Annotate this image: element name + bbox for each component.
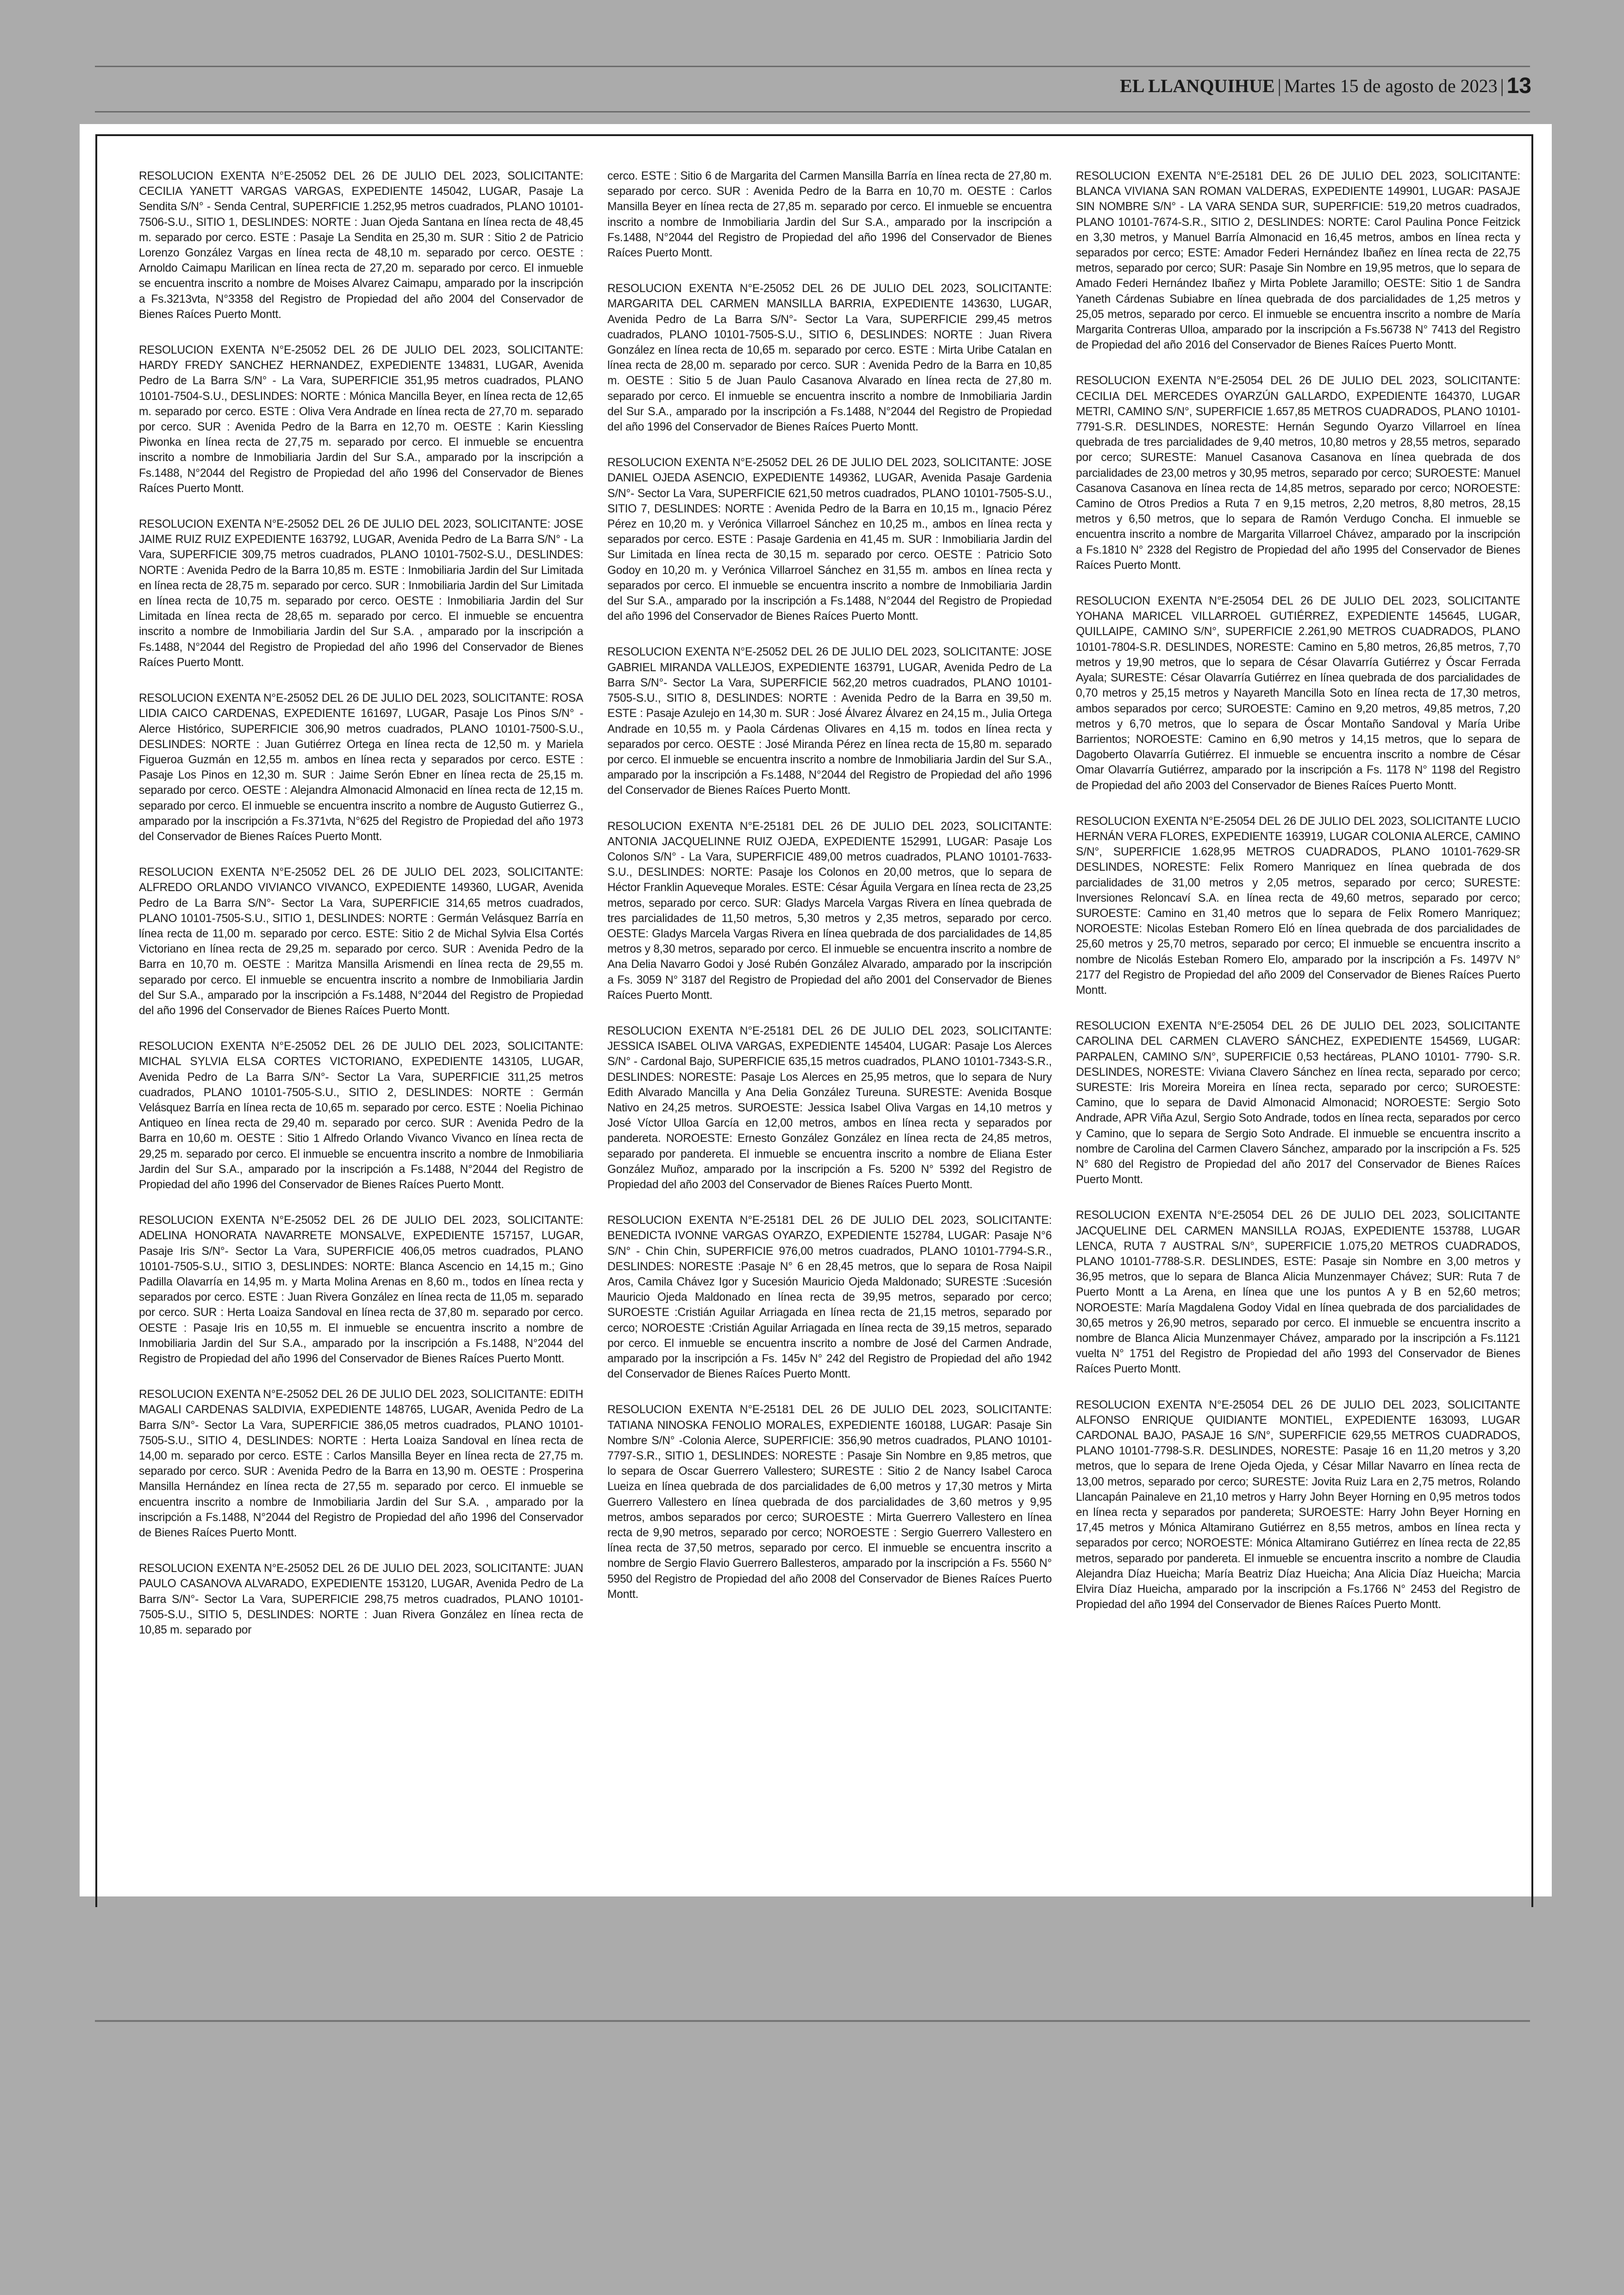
header-date: Martes 15 de agosto de 2023 bbox=[1284, 75, 1498, 96]
legal-notice: RESOLUCION EXENTA N°E-25052 DEL 26 DE JULIO DEL 2023, SOLICITANTE: CECILIA YANETT VARGAS VARGAS, EXPEDIENTE 145042, LUGAR, Pasaje La Sendita S/N° - Senda Central, SUPERFICIE 1.252,95 metros cuadrados, PLANO 10101-7506-S.U., SITIO 1, DESLINDES: NORTE : Juan Ojeda Santana en línea recta de 48,45 m. separado por cerco. ESTE : Pasaje La Sendita en 25,30 m. SUR : Sitio 2 de Patricio Lorenzo González Vargas en línea recta de 48,10 m. separado por cerco. OESTE : Arnoldo Caimapu Marilican en línea recta de 27,20 m. separado por cerco. El inmueble se encuentra inscrito a nombre de Moises Alvarez Caimapu, amparado por la inscripción a Fs.3213vta, N°3358 del Registro de Propiedad del año 2004 del Conservador de Bienes Raíces Puerto Montt. bbox=[139, 170, 583, 321]
legal-notice: RESOLUCION EXENTA N°E-25054 DEL 26 DE JULIO DEL 2023, SOLICITANTE YOHANA MARICEL VILLARROEL GUTIÉRREZ, EXPEDIENTE 145645, LUGAR, QUILLAIPE, CAMINO S/N°, SUPERFICIE 2.261,90 METROS CUADRADOS, PLANO 10101-7804-S.R. DESLINDES, NORESTE: Camino en 5,80 metros, 26,85 metros, 7,70 metros y 19,90 metros, que lo separa de César Olavarría Gutiérrez y Óscar Ferrada Ayala; SURESTE: César Olavarría Gutiérrez en línea quebrada de dos parcialidades de 0,70 metros y 25,15 metros y Nayareth Mancilla Soto en línea recta de 17,30 metros, ambos separados por cerco; SUROESTE: Camino en 9,20 metros, 49,85 metros, 7,20 metros y 6,70 metros, que lo separa de Óscar Montaño Sandoval y María Uribe Barrientos; NOROESTE: Camino en 6,90 metros y 14,15 metros, que lo separa de Dagoberto Olavarría Gutiérrez. El inmueble se encuentra inscrito a nombre de César Omar Olavarría Gutiérrez, amparado por la inscripción a Fs. 1178 N° 1198 del Registro de Propiedad del año 2003 del Conservador de Bienes Raíces Puerto Montt. bbox=[1076, 595, 1520, 792]
legal-notice: RESOLUCION EXENTA N°E-25052 DEL 26 DE JULIO DEL 2023, SOLICITANTE: ALFREDO ORLANDO VIVIANCO VIVANCO, EXPEDIENTE 149360, LUGAR, Avenida Pedro de La Barra S/N°- Sector La Vara, SUPERFICIE 314,65 metros cuadrados, PLANO 10101-7505-S.U., SITIO 1, DESLINDES: NORTE : Germán Velásquez Barría en línea recta de 11,00 m. separado por cerco. ESTE: Sitio 2 de Michal Sylvia Elsa Cortés Victoriano en línea recta de 29,25 m. separado por cerco. SUR : Avenida Pedro de la Barra en 10,70 m. OESTE : Maritza Mansilla Arismendi en línea recta de 29,55 m. separado por cerco. El inmueble se encuentra inscrito a nombre de Inmobiliaria Jardin del Sur S.A., amparado por la inscripción a Fs.1488, N°2044 del Registro de Propiedad del año 1996 del Conservador de Bienes Raíces Puerto Montt. bbox=[139, 866, 583, 1017]
newspaper-name: EL LLANQUIHUE bbox=[1120, 75, 1275, 96]
page-number: 13 bbox=[1506, 73, 1531, 98]
notice-column-1 bbox=[139, 168, 583, 1658]
header-separator: | bbox=[1500, 75, 1504, 96]
legal-notice: RESOLUCION EXENTA N°E-25054 DEL 26 DE JULIO DEL 2023, SOLICITANTE: CECILIA DEL MERCEDES OYARZÚN GALLARDO, EXPEDIENTE 164370, LUGAR METRI, CAMINO S/N°, SUPERFICIE 1.657,85 METROS CUADRADOS, PLANO 10101-7791-S.R. DESLINDES, NORESTE: Hernán Segundo Oyarzo Villarroel en línea quebrada de tres parcialidades de 9,40 metros, 10,80 metros y 28,55 metros, separado por cerco; SURESTE: Manuel Casanova Casanova en línea quebrada de dos parcialidades de 23,00 metros y 30,95 metros, separado por cerco; SUROESTE: Manuel Casanova Casanova en línea recta de 14,85 metros, separado por cerco; NOROESTE: Camino de Otros Predios a Ruta 7 en 9,15 metros, 2,20 metros, 8,80 metros, 28,15 metros y 6,50 metros, que lo separa de Ramón Verdugo Concha. El inmueble se encuentra inscrito a nombre de Margarita Villarroel Chávez, amparado por la inscripción a Fs.1810 N° 2328 del Registro de Propiedad del año 1995 del Conservador de Bienes Raíces Puerto Montt. bbox=[1076, 374, 1520, 572]
legal-notice: cerco. ESTE : Sitio 6 de Margarita del Carmen Mansilla Barría en línea recta de 27,80 m. separado por cerco. SUR : Avenida Pedro de la Barra en 10,70 m. OESTE : Carlos Mansilla Beyer en línea recta de 27,85 m. separado por cerco. El inmueble se encuentra inscrito a nombre de Inmobiliaria Jardin del Sur S.A., amparado por la inscripción a Fs.1488, N°2044 del Registro de Propiedad del año 1996 del Conservador de Bienes Raíces Puerto Montt. bbox=[607, 170, 1052, 260]
legal-notice: RESOLUCION EXENTA N°E-25052 DEL 26 DE JULIO DEL 2023, SOLICITANTE: MICHAL SYLVIA ELSA CORTES VICTORIANO, EXPEDIENTE 143105, LUGAR, Avenida Pedro de La Barra S/N°- Sector La Vara, SUPERFICIE 311,25 metros cuadrados, PLANO 10101-7505-S.U., SITIO 2, DESLINDES: NORTE : Germán Velásquez Barría en línea recta de 10,65 m. separado por cerco. ESTE : Noelia Pichinao Antiqueo en línea recta de 29,40 m. separado por cerco. SUR : Avenida Pedro de la Barra en 10,60 m. OESTE : Sitio 1 Alfredo Orlando Vivanco Vivanco en línea recta de 29,25 m. separado por cerco. El inmueble se encuentra inscrito a nombre de Inmobiliaria Jardin del Sur S.A., amparado por la inscripción a Fs.1488, N°2044 del Registro de Propiedad del año 1996 del Conservador de Bienes Raíces Puerto Montt. bbox=[139, 1040, 583, 1191]
header-separator: | bbox=[1277, 75, 1281, 96]
legal-notice: RESOLUCION EXENTA N°E-25052 DEL 26 DE JULIO DEL 2023, SOLICITANTE: JOSE DANIEL OJEDA ASENCIO, EXPEDIENTE 149362, LUGAR, Avenida Pasaje Gardenia S/N°- Sector La Vara, SUPERFICIE 621,50 metros cuadrados, PLANO 10101-7505-S.U., SITIO 7, DESLINDES: NORTE : Avenida Pedro de la Barra en 10,15 m., Ignacio Pérez Pérez en 10,20 m. y Verónica Villarroel Sánchez en 10,25 m., ambos en línea recta y separados por cerco. ESTE : Pasaje Gardenia en 41,45 m. SUR : Inmobiliaria Jardin del Sur Limitada en línea recta de 30,15 m. separado por cerco. OESTE : Patricio Soto Godoy en 10,20 m. y Verónica Villarroel Sánchez en 31,55 m. ambos en línea recta y separados por cerco. El inmueble se encuentra inscrito a nombre de Inmobiliaria Jardin del Sur S.A., amparado por la inscripción a Fs.1488, N°2044 del Registro de Propiedad del año 1996 del Conservador de Bienes Raíces Puerto Montt. bbox=[607, 456, 1052, 623]
legal-notice: RESOLUCION EXENTA N°E-25052 DEL 26 DE JULIO DEL 2023, SOLICITANTE: HARDY FREDY SANCHEZ HERNANDEZ, EXPEDIENTE 134831, LUGAR, Avenida Pedro de La Barra S/N° - La Vara, SUPERFICIE 351,95 metros cuadrados, PLANO 10101-7504-S.U., DESLINDES: NORTE : Mónica Mancilla Beyer, en línea recta de 12,65 m. separado por cerco. ESTE : Oliva Vera Andrade en línea recta de 27,70 m. separado por cerco. SUR : Avenida Pedro de la Barra en 12,70 m. OESTE : Karin Kiessling Piwonka en línea recta de 27,75 m. separado por cerco. El inmueble se encuentra inscrito a nombre de Inmobiliaria Jardin del Sur S.A., amparado por la inscripción a Fs.1488, N°2044 del Registro de Propiedad del año 1996 del Conservador de Bienes Raíces Puerto Montt. bbox=[139, 344, 583, 495]
legal-notice: RESOLUCION EXENTA N°E-25052 DEL 26 DE JULIO DEL 2023, SOLICITANTE: JOSE JAIME RUIZ RUIZ EXPEDIENTE 163792, LUGAR, Avenida Pedro de La Barra S/N° - La Vara, SUPERFICIE 309,75 metros cuadrados, PLANO 10101-7502-S.U., DESLINDES: NORTE : Avenida Pedro de la Barra 10,85 m. ESTE : Inmobiliaria Jardin del Sur Limitada en línea recta de 28,75 m. separado por cerco. SUR : Inmobiliaria Jardin del Sur Limitada en línea recta de 10,75 m. separado por cerco. OESTE : Inmobiliaria Jardin del Sur Limitada en línea recta de 28,65 m. separado por cerco. El inmueble se encuentra inscrito a nombre de Inmobiliaria Jardin del Sur S.A. , amparado por la inscripción a Fs.1488, N°2044 del Registro de Propiedad del año 1996 del Conservador de Bienes Raíces Puerto Montt. bbox=[139, 518, 583, 669]
notice-column-3 bbox=[1076, 168, 1520, 1633]
legal-notices-frame bbox=[95, 134, 1533, 1907]
legal-notice: RESOLUCION EXENTA N°E-25054 DEL 26 DE JULIO DEL 2023, SOLICITANTE CAROLINA DEL CARMEN CLAVERO SÁNCHEZ, EXPEDIENTE 154569, LUGAR: PARPALEN, CAMINO S/N°, SUPERFICIE 0,53 hectáreas, PLANO 10101- 7790- S.R. DESLINDES, NORESTE: Viviana Clavero Sánchez en línea recta, separado por cerco; SURESTE: Iris Moreira Moreira en línea recta, separado por cerco; SUROESTE: Camino, que lo separa de David Almonacid Almonacid; NOROESTE: Sergio Soto Andrade, APR Viña Azul, Sergio Soto Andrade, todos en línea recta, separados por cerco y Camino, que lo separa de Sergio Soto Andrade. El inmueble se encuentra inscrito a nombre de Carolina del Carmen Clavero Sánchez, amparado por la inscripción a Fs. 525 N° 680 del Registro de Propiedad del año 2017 del Conservador de Bienes Raíces Puerto Montt. bbox=[1076, 1020, 1520, 1186]
legal-notice: RESOLUCION EXENTA N°E-25181 DEL 26 DE JULIO DEL 2023, SOLICITANTE: JESSICA ISABEL OLIVA VARGAS, EXPEDIENTE 145404, LUGAR: Pasaje Los Alerces S/N° - Cardonal Bajo, SUPERFICIE 635,15 metros cuadrados, PLANO 10101-7343-S.R., DESLINDES: NORESTE: Pasaje Los Alerces en 25,95 metros, que lo separa de Nury Edith Alvarado Mancilla y Ana Delia González Tureuna. SURESTE: Avenida Bosque Nativo en 24,25 metros. SUROESTE: Jessica Isabel Oliva Vargas en 14,10 metros y José Víctor Ulloa García en 12,00 metros, ambos en línea recta y separados por pandereta. NOROESTE: Ernesto González González en línea recta de 24,85 metros, separado por pandereta. El inmueble se encuentra inscrito a nombre de Eliana Ester González Muñoz, amparado por la inscripción a Fs. 5200 N° 5392 del Registro de Propiedad del año 2003 del Conservador de Bienes Raíces Puerto Montt. bbox=[607, 1024, 1052, 1191]
legal-notice: RESOLUCION EXENTA N°E-25181 DEL 26 DE JULIO DEL 2023, SOLICITANTE: BENEDICTA IVONNE VARGAS OYARZO, EXPEDIENTE 152784, LUGAR: Pasaje N°6 S/N° - Chin Chin, SUPERFICIE 976,00 metros cuadrados, PLANO 10101-7794-S.R., DESLINDES: NORESTE :Pasaje N° 6 en 28,45 metros, que lo separa de Rosa Naipil Aros, Camila Chávez Igor y Sucesión Mauricio Ojeda Maldonado; SURESTE :Sucesión Mauricio Ojeda Maldonado en línea recta de 39,95 metros, separado por cerco; SUROESTE :Cristián Aguilar Arriagada en línea recta de 21,15 metros, separado por cerco; NOROESTE :Cristián Aguilar Arriagada en línea recta de 39,15 metros, separado por cerco. El inmueble se encuentra inscrito a nombre de José del Carmen Andrade, amparado por la inscripción a Fs. 145v N° 242 del Registro de Propiedad del año 1942 del Conservador de Bienes Raíces Puerto Montt. bbox=[607, 1214, 1052, 1381]
legal-notice: RESOLUCION EXENTA N°E-25052 DEL 26 DE JULIO DEL 2023, SOLICITANTE: JUAN PAULO CASANOVA ALVARADO, EXPEDIENTE 153120, LUGAR, Avenida Pedro de La Barra S/N°- Sector La Vara, SUPERFICIE 298,75 metros cuadrados, PLANO 10101-7505-S.U., SITIO 5, DESLINDES: NORTE : Juan Rivera González en línea recta de 10,85 m. separado por bbox=[139, 1562, 583, 1637]
legal-notice: RESOLUCION EXENTA N°E-25181 DEL 26 DE JULIO DEL 2023, SOLICITANTE: ANTONIA JACQUELINNE RUIZ OJEDA, EXPEDIENTE 152991, LUGAR: Pasaje Los Colonos S/N° - La Vara, SUPERFICIE 489,00 metros cuadrados, PLANO 10101-7633-S.U., DESLINDES: NORTE: Pasaje los Colonos en 20,00 metros, que lo separa de Héctor Franklin Aqueveque Morales. ESTE: César Águila Vergara en línea recta de 23,25 metros, separado por cerco. SUR: Gladys Marcela Vargas Rivera en línea quebrada de tres parcialidades de 11,50 metros, 5,30 metros y 2,35 metros, separado por cerco. OESTE: Gladys Marcela Vargas Rivera en línea quebrada de dos parcialidades de 14,85 metros y 8,30 metros, separado por cerco. El inmueble se encuentra inscrito a nombre de Ana Delia Navarro Godoi y José Rubén González Alvarado, amparado por la inscripción a Fs. 3059 N° 3187 del Registro de Propiedad del año 2001 del Conservador de Bienes Raíces Puerto Montt. bbox=[607, 820, 1052, 1002]
footer-rule bbox=[95, 2020, 1530, 2022]
legal-notice: RESOLUCION EXENTA N°E-25054 DEL 26 DE JULIO DEL 2023, SOLICITANTE ALFONSO ENRIQUE QUIDIANTE MONTIEL, EXPEDIENTE 163093, LUGAR CARDONAL BAJO, PASAJE 16 S/N°, SUPERFICIE 629,55 METROS CUADRADOS, PLANO 10101-7798-S.R. DESLINDES, NORESTE: Pasaje 16 en 11,20 metros y 3,20 metros, que lo separa de Irene Ojeda Ojeda, y César Millar Navarro en línea recta de 13,00 metros, separado por cerco; SURESTE: Jovita Ruiz Lara en 2,75 metros, Rolando Llancapán Painaleve en 21,10 metros y Harry John Beyer Horning en 0,95 metros todos en línea recta y separados por pandereta; SUROESTE: Harry John Beyer Horning en 17,45 metros y Mónica Altamirano Gutiérrez en 8,55 metros, ambos en línea recta y separados por cerco; NOROESTE: Mónica Altamirano Gutiérrez en línea recta de 22,85 metros, separado por pandereta. El inmueble se encuentra inscrito a nombre de Claudia Alejandra Díaz Hueicha; María Beatriz Díaz Hueicha; Ana Alicia Díaz Hueicha; Marcia Elvira Díaz Hueicha, amparado por la inscripción a Fs.1766 N° 2453 del Registro de Propiedad del año 1994 del Conservador de Bienes Raíces Puerto Montt. bbox=[1076, 1398, 1520, 1611]
notice-column-2 bbox=[607, 168, 1052, 1622]
legal-notice: RESOLUCION EXENTA N°E-25052 DEL 26 DE JULIO DEL 2023, SOLICITANTE: EDITH MAGALI CARDENAS SALDIVIA, EXPEDIENTE 148765, LUGAR, Avenida Pedro de La Barra S/N°- Sector La Vara, SUPERFICIE 386,05 metros cuadrados, PLANO 10101-7505-S.U., SITIO 4, DESLINDES: NORTE : Herta Loaiza Sandoval en línea recta de 14,00 m. separado por cerco. ESTE : Carlos Mansilla Beyer en línea recta de 27,75 m. separado por cerco. SUR : Avenida Pedro de la Barra en 13,90 m. OESTE : Prosperina Mansilla Hernández en línea recta de 27,55 m. separado por cerco. El inmueble se encuentra inscrito a nombre de Inmobiliaria Jardin del Sur S.A. , amparado por la inscripción a Fs.1488, N°2044 del Registro de Propiedad del año 1996 del Conservador de Bienes Raíces Puerto Montt. bbox=[139, 1388, 583, 1540]
header-rule-bottom bbox=[95, 111, 1530, 112]
legal-notice: RESOLUCION EXENTA N°E-25181 DEL 26 DE JULIO DEL 2023, SOLICITANTE: BLANCA VIVIANA SAN ROMAN VALDERAS, EXPEDIENTE 149901, LUGAR: PASAJE SIN NOMBRE S/N° - LA VARA SENDA SUR, SUPERFICIE: 519,20 metros cuadrados, PLANO 10101-7674-S.R., SITIO 2, DESLINDES: NORTE: Carol Paulina Ponce Feitzick en 3,30 metros, y Manuel Barría Almonacid en 16,45 metros, ambos en línea recta y separados por cerco; ESTE: Amador Federi Hernández Ibañez en línea recta de 22,75 metros, separado por cerco; SUR: Pasaje Sin Nombre en 19,95 metros, que lo separa de Amado Federi Hernández Ibañez y Mirta Poblete Jaramillo; OESTE: Sitio 1 de Sandra Yaneth Cárdenas Subiabre en línea quebrada de dos parcialidades de 1,25 metros y 25,05 metros, separado por cerco. El inmueble se encuentra inscrito a nombre de María Margarita Contreras Ulloa, amparado por la inscripción a Fs.56738 N° 7413 del Registro de Propiedad del año 2016 del Conservador de Bienes Raíces Puerto Montt. bbox=[1076, 170, 1520, 352]
legal-notice: RESOLUCION EXENTA N°E-25052 DEL 26 DE JULIO DEL 2023, SOLICITANTE: ROSA LIDIA CAICO CARDENAS, EXPEDIENTE 161697, LUGAR, Pasaje Los Pinos S/N° - Alerce Histórico, SUPERFICIE 306,90 metros cuadrados, PLANO 10101-7500-S.U., DESLINDES: NORTE : Juan Gutiérrez Ortega en línea recta de 12,50 m. y Mariela Figueroa Guzmán en 12,55 m. ambos en línea recta y separados por cerco. ESTE : Pasaje Los Pinos en 12,30 m. SUR : Jaime Serón Ebner en línea recta de 25,15 m. separado por cerco. OESTE : Alejandra Almonacid Almonacid en línea recta de 12,15 m. separado por cerco. El inmueble se encuentra inscrito a nombre de Augusto Gutierrez G., amparado por la inscripción a Fs.371vta, N°625 del Registro de Propiedad del año 1973 del Conservador de Bienes Raíces Puerto Montt. bbox=[139, 692, 583, 843]
page-header bbox=[1120, 69, 1531, 102]
legal-notice: RESOLUCION EXENTA N°E-25052 DEL 26 DE JULIO DEL 2023, SOLICITANTE: JOSE GABRIEL MIRANDA VALLEJOS, EXPEDIENTE 163791, LUGAR, Avenida Pedro de La Barra S/N°- Sector La Vara, SUPERFICIE 562,20 metros cuadrados, PLANO 10101-7505-S.U., SITIO 8, DESLINDES: NORTE : Avenida Pedro de la Barra en 39,50 m. ESTE : Pasaje Azulejo en 14,30 m. SUR : José Álvarez Álvarez en 24,15 m., Julia Ortega Andrade en 10,55 m. y Paola Cárdenas Olivares en 4,15 m. todos en línea recta y separados por cerco. OESTE : José Miranda Pérez en línea recta de 15,80 m. separado por cerco. El inmueble se encuentra inscrito a nombre de Inmobiliaria Jardin del Sur S.A., amparado por la inscripción a Fs.1488, N°2044 del Registro de Propiedad del año 1996 del Conservador de Bienes Raíces Puerto Montt. bbox=[607, 646, 1052, 797]
legal-notice: RESOLUCION EXENTA N°E-25052 DEL 26 DE JULIO DEL 2023, SOLICITANTE: MARGARITA DEL CARMEN MANSILLA BARRIA, EXPEDIENTE 143630, LUGAR, Avenida Pedro de La Barra S/N°- Sector La Vara, SUPERFICIE 299,45 metros cuadrados, PLANO 10101-7505-S.U., SITIO 6, DESLINDES: NORTE : Juan Rivera González en línea recta de 10,65 m. separado por cerco. ESTE : Mirta Uribe Catalan en línea recta de 28,00 m. separado por cerco. SUR : Avenida Pedro de la Barra en 10,85 m. OESTE : Sitio 5 de Juan Paulo Casanova Alvarado en línea recta de 27,80 m. separado por cerco. El inmueble se encuentra inscrito a nombre de Inmobiliaria Jardin del Sur S.A., amparado por la inscripción a Fs.1488, N°2044 del Registro de Propiedad del año 1996 del Conservador de Bienes Raíces Puerto Montt. bbox=[607, 282, 1052, 434]
legal-notice: RESOLUCION EXENTA N°E-25052 DEL 26 DE JULIO DEL 2023, SOLICITANTE: ADELINA HONORATA NAVARRETE MONSALVE, EXPEDIENTE 157157, LUGAR, Pasaje Iris S/N°- Sector La Vara, SUPERFICIE 406,05 metros cuadrados, PLANO 10101-7505-S.U., SITIO 3, DESLINDES: NORTE: Blanca Ascencio en 14,15 m.; Gino Padilla Olavarría en 14,95 m. y Marta Molina Arenas en 8,60 m., todos en línea recta y separados por cerco. ESTE : Juan Rivera González en línea recta de 11,05 m. separado por cerco. SUR : Herta Loaiza Sandoval en línea recta de 37,80 m. separado por cerco. OESTE : Pasaje Iris en 10,55 m. El inmueble se encuentra inscrito a nombre de Inmobiliaria Jardin del Sur S.A., amparado por la inscripción a Fs.1488, N°2044 del Registro de Propiedad del año 1996 del Conservador de Bienes Raíces Puerto Montt. bbox=[139, 1214, 583, 1366]
header-rule-top bbox=[95, 66, 1530, 67]
page-sheet bbox=[80, 124, 1552, 1896]
legal-notice: RESOLUCION EXENTA N°E-25181 DEL 26 DE JULIO DEL 2023, SOLICITANTE: TATIANA NINOSKA FENOLIO MORALES, EXPEDIENTE 160188, LUGAR: Pasaje Sin Nombre S/N° -Colonia Alerce, SUPERFICIE: 356,90 metros cuadrados, PLANO 10101-7797-S.R., SITIO 1, DESLINDES: NORESTE : Pasaje Sin Nombre en 9,85 metros, que lo separa de Oscar Guerrero Vallestero; SURESTE : Sitio 2 de Nancy Isabel Caroca Lueiza en línea quebrada de dos parcialidades de 6,00 metros y 17,30 metros y Mirta Guerrero Vallestero en línea quebrada de dos parcialidades de 3,60 metros y 9,95 metros, ambos separados por cerco; SUROESTE : Mirta Guerrero Vallestero en línea recta de 9,90 metros, separado por cerco; NOROESTE : Sergio Guerrero Vallestero en línea recta de 37,50 metros, separado por cerco. El inmueble se encuentra inscrito a nombre de Sergio Flavio Guerrero Ballesteros, amparado por la inscripción a Fs. 5560 N° 5950 del Registro de Propiedad del año 2008 del Conservador de Bienes Raíces Puerto Montt. bbox=[607, 1403, 1052, 1601]
legal-notice: RESOLUCION EXENTA N°E-25054 DEL 26 DE JULIO DEL 2023, SOLICITANTE LUCIO HERNÁN VERA FLORES, EXPEDIENTE 163919, LUGAR COLONIA ALERCE, CAMINO S/N°, SUPERFICIE 1.628,95 METROS CUADRADOS, PLANO 10101-7629-SR DESLINDES, NORESTE: Felix Romero Manriquez en línea quebrada de dos parcialidades de 31,00 metros y 2,05 metros, separado por cerco; SURESTE: Inversiones Reloncaví S.A. en línea recta de 49,60 metros, separado por cerco; SUROESTE: Camino en 31,40 metros que lo separa de Felix Romero Manriquez; NOROESTE: Nicolas Esteban Romero Eló en línea quebrada de dos parcialidades de 25,60 metros y 25,70 metros, separado por cerco; El inmueble se encuentra inscrito a nombre de Nicolás Esteban Romero Elo, amparado por la inscripción a Fs. 1497V N° 2177 del Registro de Propiedad del año 2009 del Conservador de Bienes Raíces Puerto Montt. bbox=[1076, 815, 1520, 997]
legal-notice: RESOLUCION EXENTA N°E-25054 DEL 26 DE JULIO DEL 2023, SOLICITANTE JACQUELINE DEL CARMEN MANSILLA ROJAS, EXPEDIENTE 153788, LUGAR LENCA, RUTA 7 AUSTRAL S/N°, SUPERFICIE 1.075,20 METROS CUADRADOS, PLANO 10101-7788-S.R. DESLINDES, ESTE: Pasaje sin Nombre en 3,00 metros y 36,95 metros, que lo separa de Blanca Alicia Munzenmayer Chávez; SUR: Ruta 7 de Puerto Montt a La Arena, en línea que une los puntos A y B en 52,60 metros; NOROESTE: María Magdalena Godoy Vidal en línea quebrada de dos parcialidades de 30,65 metros y 26,90 metros, separado por cerco. El inmueble se encuentra inscrito a nombre de Blanca Alicia Munzenmayer Chávez, amparado por la inscripción a Fs.1121 vuelta N° 1751 del Registro de Propiedad del año 1993 del Conservador de Bienes Raíces Puerto Montt. bbox=[1076, 1209, 1520, 1376]
